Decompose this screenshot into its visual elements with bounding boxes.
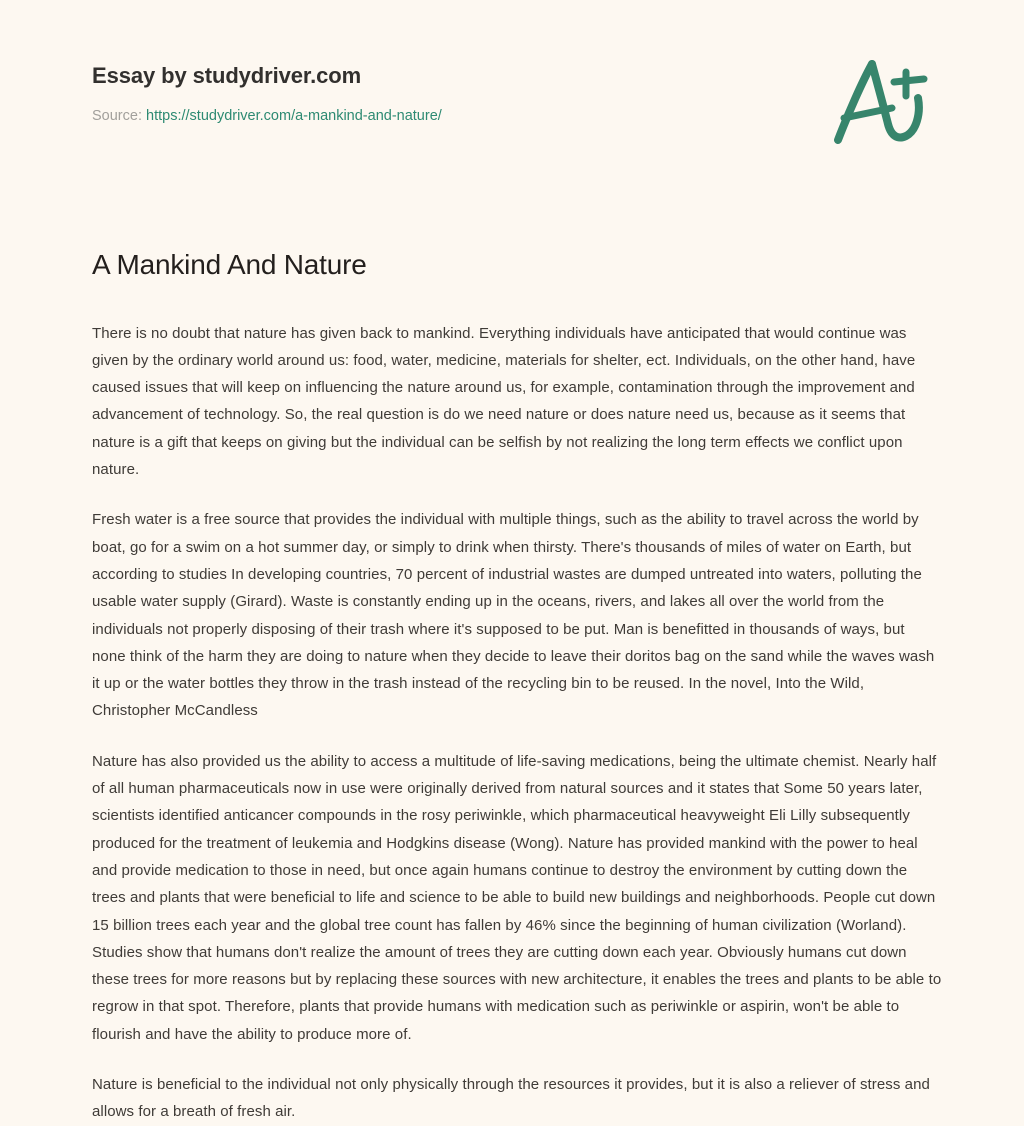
article-paragraph: There is no doubt that nature has given back to mankind. Everything individuals have anticipated that would continue was given by the ordinary world around us: food, water, medicine, materials for shelter, ect. Individuals, on the other hand, have caused issues that will keep on influencing the nature around us, for example, contamination through the improvement and advancement of technology. So, the real question is do we need nature or does nature need us, because as it seems that nature is a gift that keeps on giving but the individual can be selfish by not realizing the long term effects we conflict upon nature. (92, 324, 916, 479)
source-line (92, 107, 442, 126)
a-plus-logo-icon (826, 52, 938, 148)
article-paragraph: Fresh water is a free source that provides the individual with multiple things, such as the ability to travel across the world by boat, go for a swim on a hot summer day, or simply to drink when thirsty. There's thousands of miles of water on Earth, but according to studies In developing countries, 70 percent of industrial wastes are dumped untreated into waters, polluting the usable water supply (Girard). Waste is constantly ending up in the oceans, rivers, and lakes all over the world from the individuals not properly disposing of their trash where it's supposed to be put. Man is benefitted in thousands of ways, but none think of the harm they are doing to nature when they decide to leave their doritos bag on the sand while the waves wash it up or the water bottles they throw in the trash instead of the recycling bin to be reused. In the novel, Into the Wild, Christopher McCandless (92, 511, 935, 720)
source-url-link[interactable]: https://studydriver.com/a-mankind-and-nature/ (146, 107, 442, 124)
article-paragraph: Nature is beneficial to the individual not only physically through the resources it provides, but it is also a reliever of stress and allows for a breath of fresh air. (92, 1076, 930, 1121)
document-header (0, 0, 1024, 190)
studydriver-logo[interactable] (826, 0, 946, 148)
essay-byline: Essay by studydriver.com (92, 63, 362, 88)
article-paragraph: Nature has also provided us the ability to access a multitude of life-saving medications, being the ultimate chemist. Nearly half of all human pharmaceuticals now in use were originally derived from natural sources and it states that Some 50 years later, scientists identified anticancer compounds in the rosy periwinkle, which pharmaceutical heavyweight Eli Lilly subsequently produced for the treatment of leukemia and Hodgkins disease (Wong). Nature has provided mankind with the power to heal and provide medication to those in need, but once again humans continue to destroy the environment by cutting down the trees and plants that were beneficial to life and science to be able to build new buildings and neighborhoods. People cut down 15 billion trees each year and the global tree count has fallen by 46% since the beginning of human civilization (Worland). Studies show that humans don't realize the amount of trees they are cutting down each year. Obviously humans cut down these trees for more reasons but by replacing these sources with new architecture, it enables the trees and plants to be able to regrow in that spot. Therefore, plants that provide humans with medication such as periwinkle or aspirin, won't be able to flourish and have the ability to produce more of. (92, 752, 942, 1043)
source-label: Source: (92, 107, 142, 124)
header-text-block (92, 0, 442, 125)
article-body (92, 320, 942, 1126)
article-container (92, 248, 942, 1126)
page-title: A Mankind And Nature (92, 249, 367, 280)
